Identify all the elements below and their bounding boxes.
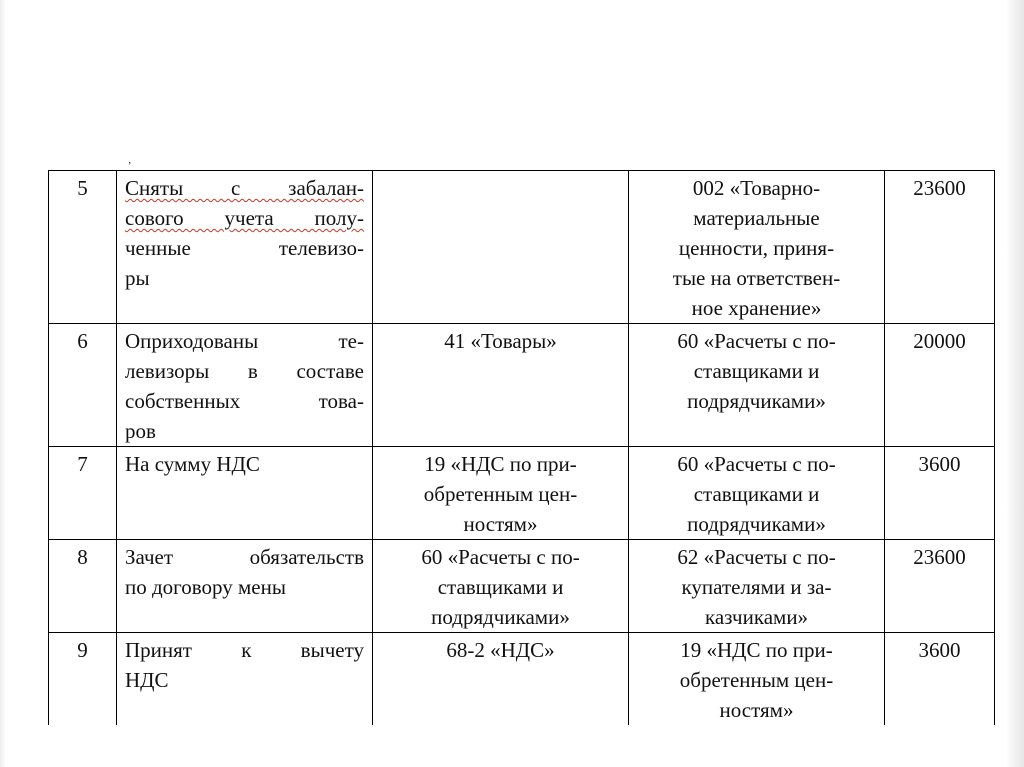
entry-number: 5 bbox=[49, 171, 117, 324]
operation-line: левизоры в составе bbox=[125, 359, 364, 383]
entry-number: 7 bbox=[49, 447, 117, 540]
operation-description bbox=[117, 540, 373, 633]
amount: 3600 bbox=[885, 633, 995, 726]
operation-line: ров bbox=[125, 419, 156, 443]
slide-right-edge bbox=[1006, 0, 1024, 767]
operation-line: Зачет обязательств bbox=[125, 545, 364, 569]
operation-description bbox=[117, 633, 373, 726]
credit-line: ное хранение» bbox=[691, 296, 822, 320]
credit-line: подрядчиками» bbox=[687, 512, 826, 536]
debit-line: 60 «Расчеты с по- bbox=[421, 545, 580, 569]
debit-line: 41 «Товары» bbox=[444, 329, 557, 353]
credit-line: 19 «НДС по при- bbox=[680, 638, 833, 662]
table-row bbox=[49, 324, 995, 447]
table-row bbox=[49, 633, 995, 726]
operation-description bbox=[117, 171, 373, 324]
entry-number: 8 bbox=[49, 540, 117, 633]
credit-account bbox=[629, 324, 885, 447]
credit-account bbox=[629, 171, 885, 324]
credit-line: 002 «Товарно- bbox=[692, 176, 821, 200]
amount: 23600 bbox=[885, 171, 995, 324]
accounting-entries-table bbox=[48, 170, 995, 725]
debit-account bbox=[373, 540, 629, 633]
operation-line: НДС bbox=[125, 668, 169, 692]
operation-line: На сумму НДС bbox=[125, 452, 260, 476]
debit-line: подрядчиками» bbox=[431, 605, 570, 629]
operation-line: собственных това- bbox=[125, 389, 364, 413]
entry-number: 9 bbox=[49, 633, 117, 726]
table-row bbox=[49, 540, 995, 633]
credit-line: обретенным цен- bbox=[679, 668, 834, 692]
debit-line: 19 «НДС по при- bbox=[424, 452, 577, 476]
credit-line: подрядчиками» bbox=[687, 389, 826, 413]
debit-account bbox=[373, 324, 629, 447]
credit-line: 60 «Расчеты с по- bbox=[677, 452, 836, 476]
debit-line: 68-2 «НДС» bbox=[446, 638, 555, 662]
debit-line: ностям» bbox=[463, 512, 538, 536]
debit-line: ставщиками и bbox=[437, 575, 564, 599]
operation-line: сового учета полу- bbox=[125, 206, 364, 230]
operation-line: Принят к вычету bbox=[125, 638, 364, 662]
operation-line: Сняты с забалан- bbox=[125, 176, 364, 200]
amount: 20000 bbox=[885, 324, 995, 447]
operation-line: ры bbox=[125, 266, 150, 290]
credit-line: 62 «Расчеты с по- bbox=[677, 545, 836, 569]
debit-account bbox=[373, 447, 629, 540]
credit-line: тые на ответствен- bbox=[672, 266, 841, 290]
debit-line: обретенным цен- bbox=[423, 482, 578, 506]
amount: 3600 bbox=[885, 447, 995, 540]
credit-line: ценности, приня- bbox=[678, 236, 835, 260]
debit-account bbox=[373, 633, 629, 726]
credit-line: ставщиками и bbox=[693, 359, 820, 383]
credit-line: ставщиками и bbox=[693, 482, 820, 506]
credit-line: казчиками» bbox=[704, 605, 809, 629]
credit-account bbox=[629, 540, 885, 633]
operation-line: по договору мены bbox=[125, 575, 286, 599]
operation-description bbox=[117, 447, 373, 540]
table-row bbox=[49, 447, 995, 540]
operation-description bbox=[117, 324, 373, 447]
amount: 23600 bbox=[885, 540, 995, 633]
slide-left-edge bbox=[0, 0, 6, 767]
operation-line: ченные телевизо- bbox=[125, 236, 364, 260]
truncated-text-fragment: ’ bbox=[128, 161, 132, 172]
credit-line: материальные bbox=[693, 206, 820, 230]
credit-line: купателями и за- bbox=[681, 575, 832, 599]
table-row bbox=[49, 171, 995, 324]
credit-line: ностям» bbox=[719, 698, 794, 722]
entry-number: 6 bbox=[49, 324, 117, 447]
debit-account bbox=[373, 171, 629, 324]
credit-account bbox=[629, 633, 885, 726]
credit-line: 60 «Расчеты с по- bbox=[677, 329, 836, 353]
operation-line: Оприходованы те- bbox=[125, 329, 364, 353]
credit-account bbox=[629, 447, 885, 540]
